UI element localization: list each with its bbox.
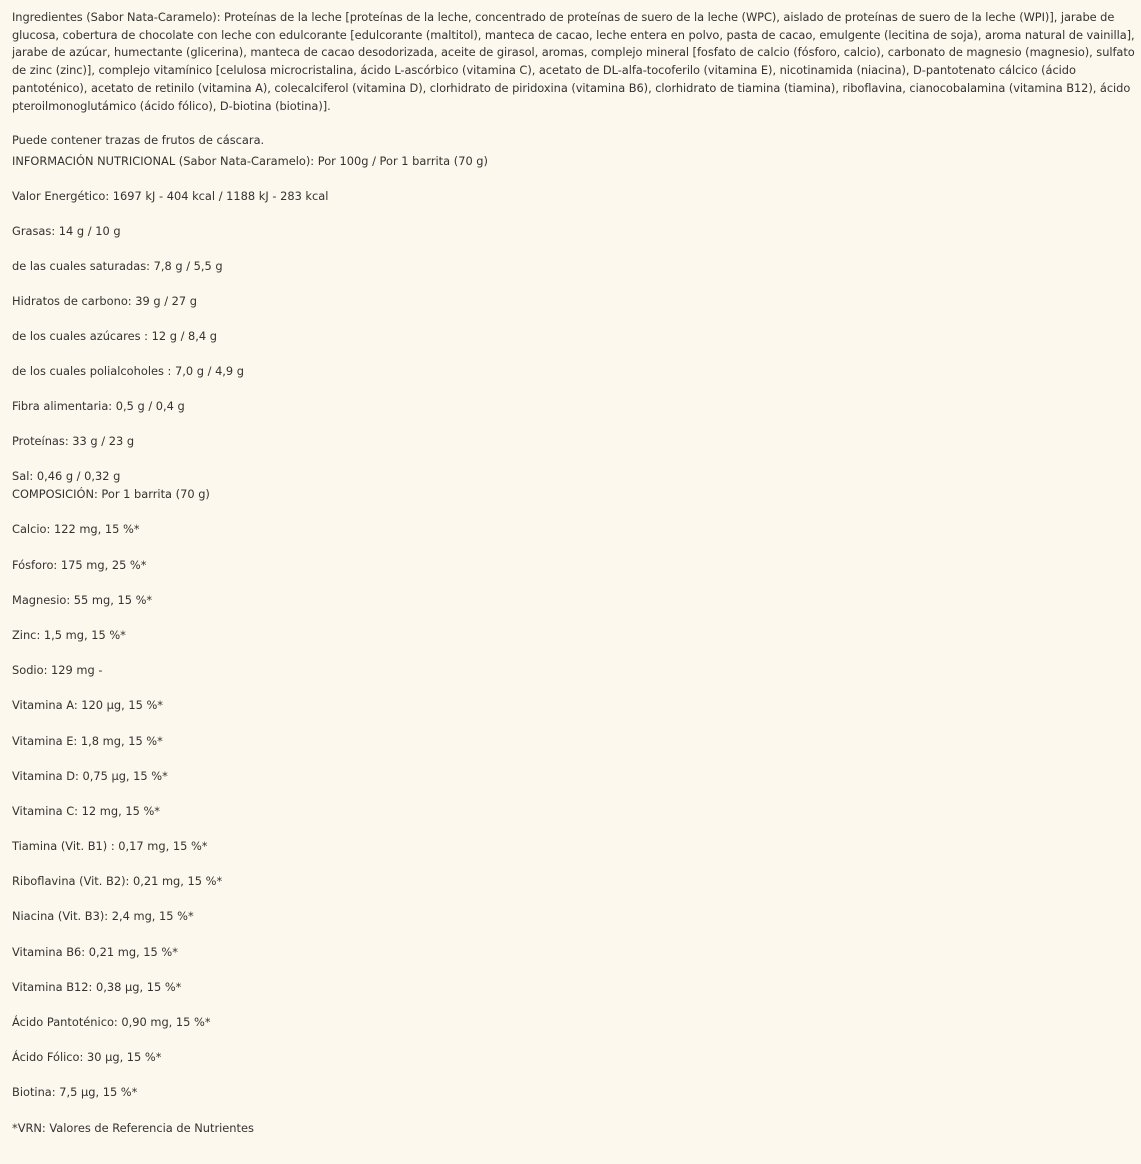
nutrition-row: de las cuales saturadas: 7,8 g / 5,5 g: [12, 259, 223, 274]
composition-row: Niacina (Vit. B3): 2,4 mg, 15 %*: [12, 909, 194, 924]
composition-row: Biotina: 7,5 µg, 15 %*: [12, 1085, 138, 1100]
ingredients-text: Ingredientes (Sabor Nata-Caramelo): Proteínas de la leche [proteínas de la leche, concentrado de proteínas de suero de la leche (WPC), aislado de proteínas de suero de la leche (WPI)], jarabe de glucosa, cobertura de chocolate con leche con edulcorante [edulcorante (maltitol), manteca de cacao, leche entera en polvo, pasta de cacao, emulgente (lecitina de soja), aroma natural de vainilla], jarabe de azúcar, humectante (glicerina), manteca de cacao desodorizada, aceite de girasol, aromas, complejo mineral [fosfato de calcio (fósforo, calcio), carbonato de magnesio (magnesio), sulfato de zinc (zinc)], complejo vitamínico [celulosa microcristalina, ácido L-ascórbico (vitamina C), acetato de DL-alfa-tocoferilo (vitamina E), nicotinamida (niacina), D-pantotenato cálcico (ácido pantoténico), acetato de retinilo (vitamina A), colecalciferol (vitamina D), clorhidrato de piridoxina (vitamina B6), clorhidrato de tiamina (tiamina), riboflavina, cianocobalamina (vitamina B12), ácido pteroilmonoglutámico (ácido fólico), D-biotina (biotina)].: [12, 10, 1135, 113]
nutrition-section: [12, 153, 1135, 485]
composition-row: Tiamina (Vit. B1) : 0,17 mg, 15 %*: [12, 839, 208, 854]
composition-row: Ácido Fólico: 30 µg, 15 %*: [12, 1050, 162, 1065]
composition-row: Sodio: 129 mg -: [12, 663, 103, 678]
nutrition-row: de los cuales azúcares : 12 g / 8,4 g: [12, 329, 218, 344]
nutrition-row: Grasas: 14 g / 10 g: [12, 224, 121, 239]
composition-row: Riboflavina (Vit. B2): 0,21 mg, 15 %*: [12, 874, 223, 889]
composition-row: Zinc: 1,5 mg, 15 %*: [12, 627, 126, 642]
nutrition-list: [12, 188, 1135, 485]
composition-row: Ácido Pantoténico: 0,90 mg, 15 %*: [12, 1015, 211, 1030]
composition-row: Vitamina A: 120 µg, 15 %*: [12, 698, 163, 713]
nutrition-row: Valor Energético: 1697 kJ - 404 kcal / 1188 kJ - 283 kcal: [12, 189, 329, 204]
nutrition-row: Fibra alimentaria: 0,5 g / 0,4 g: [12, 399, 185, 414]
composition-row: Fósforo: 175 mg, 25 %*: [12, 557, 147, 572]
nutrition-row: Hidratos de carbono: 39 g / 27 g: [12, 294, 198, 309]
composition-row: Calcio: 122 mg, 15 %*: [12, 522, 140, 537]
composition-section: [12, 486, 1135, 1136]
composition-row: Vitamina D: 0,75 µg, 15 %*: [12, 768, 168, 783]
composition-heading: COMPOSICIÓN: Por 1 barrita (70 g): [12, 487, 210, 502]
nutrition-row: Sal: 0,46 g / 0,32 g: [12, 469, 121, 484]
traces-text: Puede contener trazas de frutos de cáscara.: [12, 133, 265, 148]
nutrition-heading: INFORMACIÓN NUTRICIONAL (Sabor Nata-Caramelo): Por 100g / Por 1 barrita (70 g): [12, 154, 488, 169]
composition-row: Vitamina B6: 0,21 mg, 15 %*: [12, 944, 178, 959]
composition-row: Vitamina C: 12 mg, 15 %*: [12, 803, 160, 818]
composition-row: Magnesio: 55 mg, 15 %*: [12, 592, 153, 607]
composition-row: Vitamina E: 1,8 mg, 15 %*: [12, 733, 163, 748]
composition-list: [12, 521, 1135, 1136]
nutrition-row: Proteínas: 33 g / 23 g: [12, 434, 135, 449]
composition-row: Vitamina B12: 0,38 µg, 15 %*: [12, 979, 182, 994]
nutrition-row: de los cuales polialcoholes : 7,0 g / 4,9 g: [12, 364, 245, 379]
vrn-footnote: *VRN: Valores de Referencia de Nutrientes: [12, 1120, 254, 1135]
